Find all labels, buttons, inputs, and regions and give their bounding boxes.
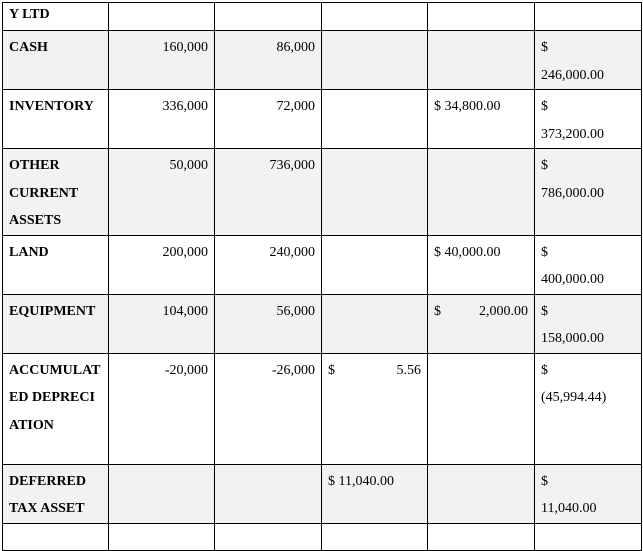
table-row [3,31,642,90]
total-cell [535,353,642,464]
empty-cell [428,3,535,31]
row-label-accumulated-depreciation: ACCUMULATED DEPRECIATION [3,353,109,464]
company-name-cell: Y LTD [3,3,109,31]
table-row [3,235,642,294]
value-cell: 240,000 [215,235,322,294]
value-cell: 736,000 [215,149,322,236]
row-label-land: LAND [3,235,109,294]
empty-cell [215,3,322,31]
value-cell [428,294,535,353]
dollar-sign: $ [541,40,548,55]
value-cell [428,464,535,523]
dollar-sign: $ [541,244,548,260]
value-cell [109,464,215,523]
total-amount: 786,000.00 [541,185,604,201]
value-cell [322,31,428,90]
total-amount: 400,000.00 [541,272,604,287]
table-row [3,294,642,353]
value-cell: $ 34,800.00 [428,90,535,149]
empty-cell [322,523,428,550]
total-amount: (45,994.44) [541,390,607,405]
empty-cell [535,523,642,550]
dollar-sign: $ [541,158,548,173]
dollar-sign: $ [541,362,548,378]
empty-cell [215,523,322,550]
table-row-empty [3,523,642,550]
dollar-sign: $ [541,473,548,489]
amount: 5.56 [396,362,421,378]
empty-cell [3,523,109,550]
value-cell [428,149,535,236]
total-amount: 373,200.00 [541,126,604,142]
value-cell: 160,000 [109,31,215,90]
value-cell: 200,000 [109,235,215,294]
value-cell [428,31,535,90]
dollar-sign: $ [541,303,548,319]
empty-cell [109,3,215,31]
total-cell [535,31,642,90]
total-cell [535,235,642,294]
dollar-sign: $ [328,362,335,378]
value-cell [322,353,428,464]
table-row [3,353,642,464]
total-cell [535,149,642,236]
total-cell [535,294,642,353]
total-cell [535,464,642,523]
value-cell: 86,000 [215,31,322,90]
value-cell: $ 11,040.00 [322,464,428,523]
row-label-equipment: EQUIPMENT [3,294,109,353]
value-cell [322,294,428,353]
empty-cell [109,523,215,550]
row-label-deferred-tax-asset: DEFERRED TAX ASSET [3,464,109,523]
table-row [3,149,642,236]
empty-cell [322,3,428,31]
value-cell: 72,000 [215,90,322,149]
table-row [3,464,642,523]
value-cell: 56,000 [215,294,322,353]
total-amount: 11,040.00 [541,501,597,516]
empty-cell [428,523,535,550]
row-label-other-current-assets: OTHER CURRENT ASSETS [3,149,109,236]
value-cell [428,353,535,464]
value-cell: 50,000 [109,149,215,236]
total-amount: 158,000.00 [541,331,604,346]
value-cell: 104,000 [109,294,215,353]
empty-cell [535,3,642,31]
dollar-sign: $ [541,99,548,114]
value-cell [215,464,322,523]
value-cell: -26,000 [215,353,322,464]
consolidation-table [2,2,642,551]
table-row [3,90,642,149]
value-cell: -20,000 [109,353,215,464]
value-cell [322,149,428,236]
value-cell [322,235,428,294]
value-cell [322,90,428,149]
row-label-inventory: INVENTORY [3,90,109,149]
amount: 2,000.00 [479,303,528,319]
value-cell: 336,000 [109,90,215,149]
dollar-sign: $ [434,303,441,319]
table-header-row [3,3,642,31]
total-cell [535,90,642,149]
value-cell: $ 40,000.00 [428,235,535,294]
row-label-cash: CASH [3,31,109,90]
total-amount: 246,000.00 [541,67,604,83]
